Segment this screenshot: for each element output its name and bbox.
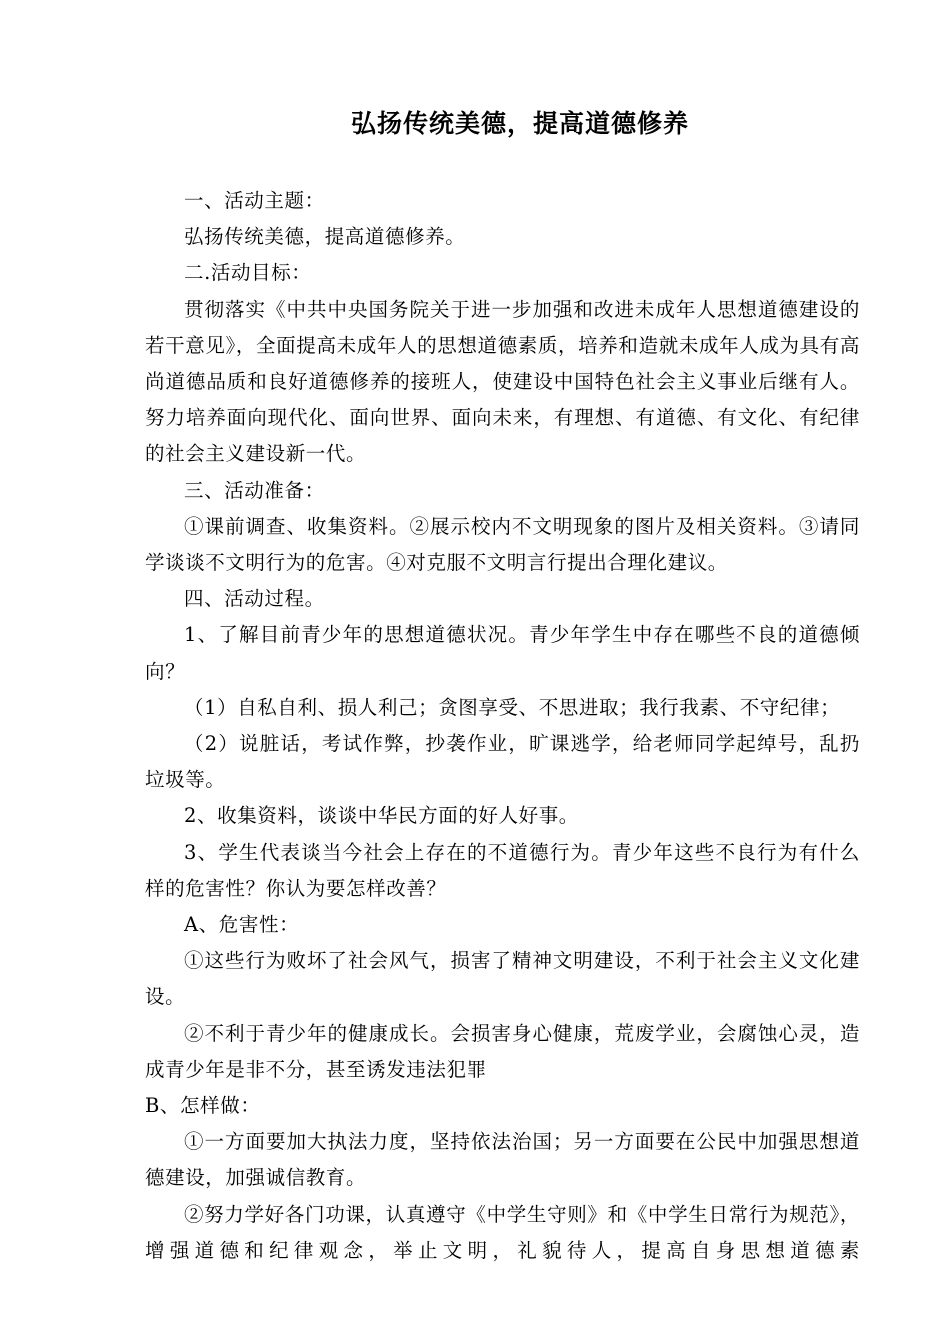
paragraph-prep: ①课前调查、收集资料。②展示校内不文明现象的图片及相关资料。③请同学谈谈不文明行为的危害。④对克服不文明言行提出合理化建议。 (145, 514, 860, 575)
paragraph-action-heading: B、怎样做： (145, 1094, 261, 1118)
paragraph-process-1-item-1: （1）自私自利、损人利己；贪图享受、不思进取；我行我素、不守纪律； (184, 695, 841, 719)
paragraph-process-heading: 四、活动过程。 (184, 587, 325, 611)
paragraph-process-1-item-2: （2）说脏话，考试作弊，抄袭作业，旷课逃学，给老师同学起绰号，乱扔垃圾等。 (145, 732, 860, 792)
paragraph-harm-heading: A、危害性： (184, 913, 300, 937)
document-title: 弘扬传统美德，提高道德修养 (350, 109, 689, 138)
paragraph-process-3: 3、学生代表谈当今社会上存在的不道德行为。青少年这些不良行为有什么样的危害性？你认为要怎样改善？ (145, 840, 860, 900)
paragraph-action-2: ②努力学好各门功课，认真遵守《中学生守则》和《中学生日常行为规范》，增强道德和纪律观念，举止文明，礼貌待人，提高自身思想道德素 (145, 1202, 860, 1262)
document-body (145, 183, 860, 1269)
paragraph-process-2: 2、收集资料，谈谈中华民方面的好人好事。 (184, 804, 579, 828)
paragraph-theme-heading: 一、活动主题： (184, 189, 325, 212)
paragraph-prep-heading: 三、活动准备： (184, 478, 325, 502)
paragraph-goal-heading: 二.活动目标： (184, 261, 312, 285)
paragraph-goal: 贯彻落实《中共中央国务院关于进一步加强和改进未成年人思想道德建设的若干意见》，全面提高未成年人的思想道德素质，培养和造就未成年人成为具有高尚道德品质和良好道德修养的接班人，使建设中国特色社会主义事业后继有人。努力培养面向现代化、面向世界、面向未来，有理想、有道德、有文化、有纪律的社会主义建设新一代。 (145, 297, 860, 466)
paragraph-harm-1: ①这些行为败坏了社会风气，损害了精神文明建设，不利于社会主义文化建设。 (145, 949, 860, 1009)
paragraph-process-1: 1、了解目前青少年的思想道德状况。青少年学生中存在哪些不良的道德倾向？ (145, 623, 860, 683)
paragraph-action-1: ①一方面要加大执法力度，坚持依法治国；另一方面要在公民中加强思想道德建设，加强诚信教育。 (145, 1130, 860, 1190)
paragraph-theme: 弘扬传统美德，提高道德修养。 (184, 225, 466, 249)
paragraph-harm-2: ②不利于青少年的健康成长。会损害身心健康，荒废学业，会腐蚀心灵，造成青少年是非不分，甚至诱发违法犯罪 (145, 1021, 860, 1081)
